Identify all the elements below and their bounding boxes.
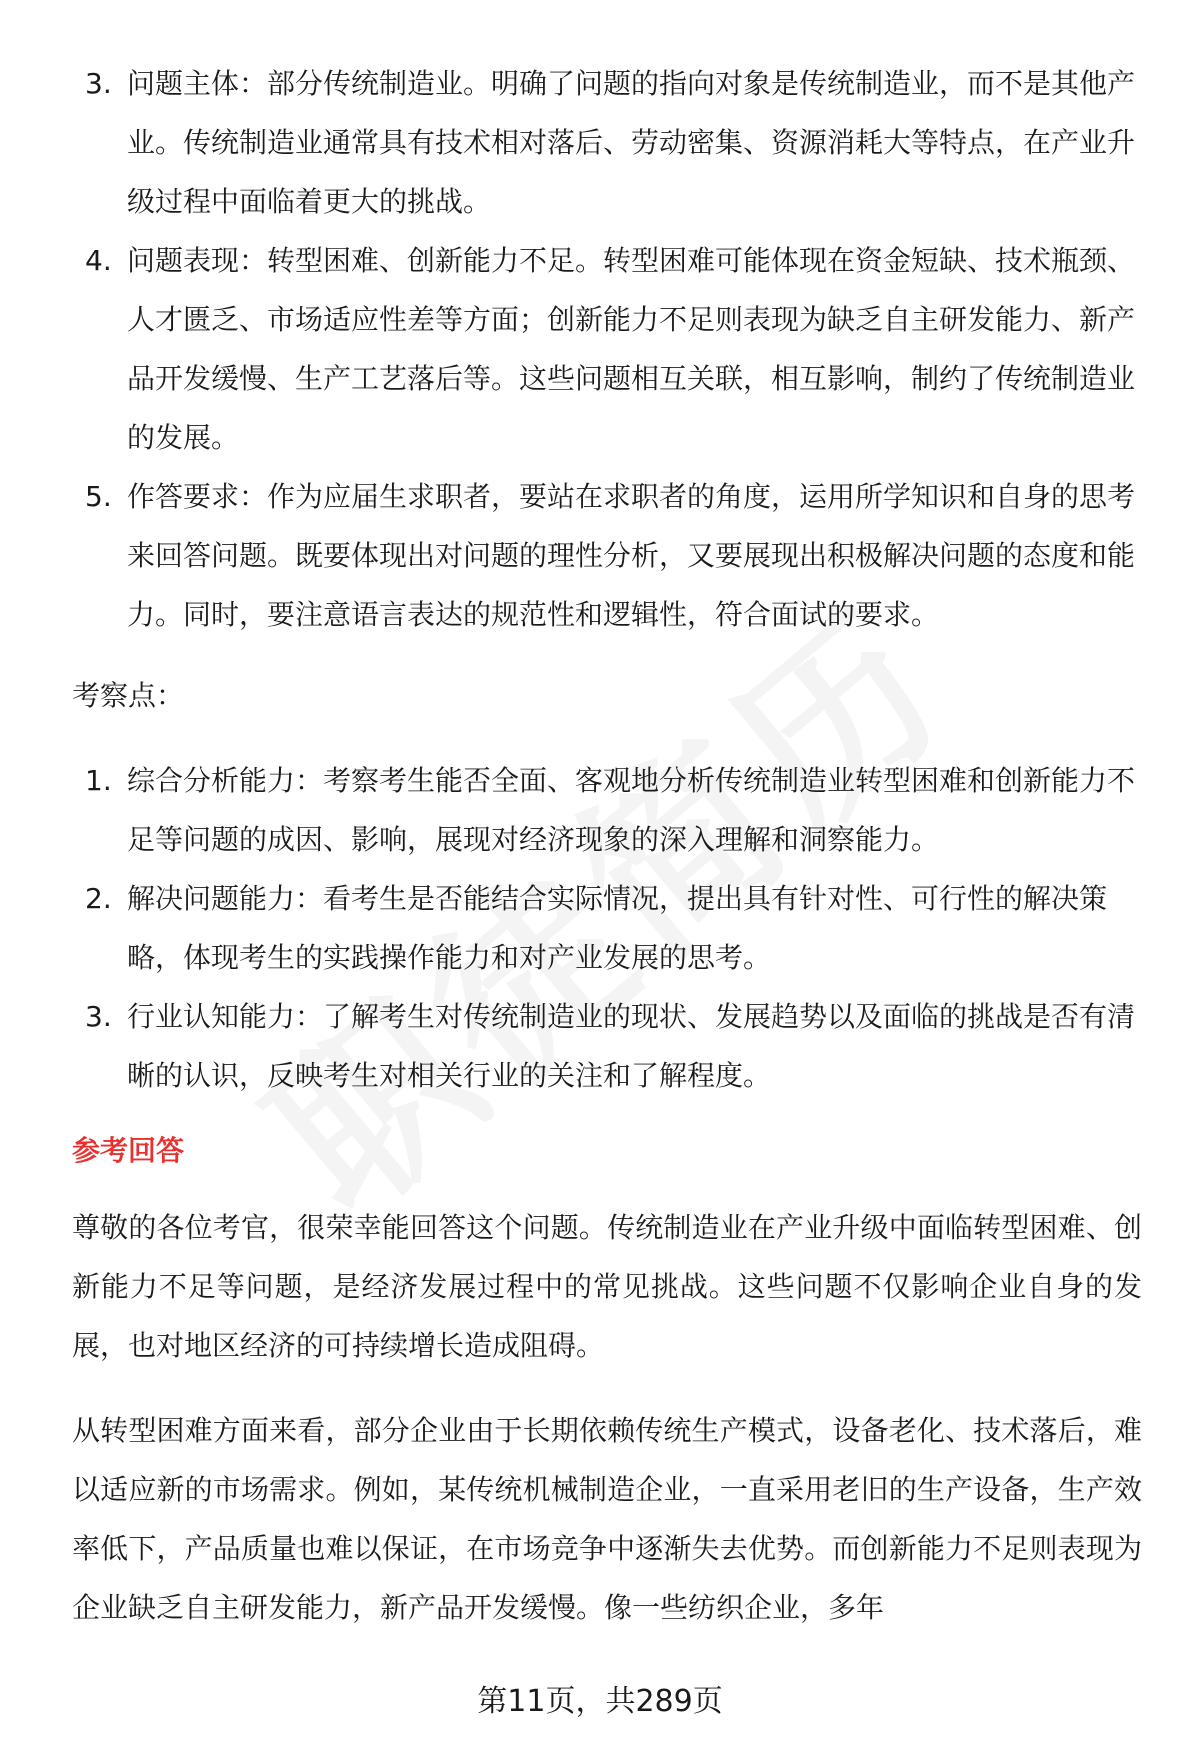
list-number: 2. [85, 882, 112, 915]
list-number: 5. [85, 480, 112, 513]
list-text: 作答要求：作为应届生求职者，要站在求职者的角度，运用所学知识和自身的思考来回答问题。既要体现出对问题的理性分析，又要展现出积极解决问题的态度和能力。同时，要注意语言表达的规范性和逻辑性，符合面试的要求。 [127, 480, 1136, 631]
answer-paragraph: 尊敬的各位考官，很荣幸能回答这个问题。传统制造业在产业升级中面临转型困难、创新能力不足等问题，是经济发展过程中的常见挑战。这些问题不仅影响企业自身的发展，也对地区经济的可持续增长造成阻碍。 [72, 1211, 1142, 1362]
list-text: 综合分析能力：考察考生能否全面、客观地分析传统制造业转型困难和创新能力不足等问题的成因、影响，展现对经济现象的深入理解和洞察能力。 [127, 764, 1136, 856]
analysis-list [72, 54, 1142, 644]
list-text: 行业认知能力：了解考生对传统制造业的现状、发展趋势以及面临的挑战是否有清晰的认识，反映考生对相关行业的关注和了解程度。 [127, 1000, 1136, 1092]
list-item [72, 869, 1142, 987]
list-item [72, 987, 1142, 1105]
reference-answer-heading: 参考回答 [72, 1134, 185, 1167]
list-number: 1. [85, 764, 112, 797]
list-text: 问题主体：部分传统制造业。明确了问题的指向对象是传统制造业，而不是其他产业。传统制造业通常具有技术相对落后、劳动密集、资源消耗大等特点，在产业升级过程中面临着更大的挑战。 [127, 67, 1136, 218]
list-item [72, 467, 1142, 644]
section-heading-kaochadian: 考察点： [72, 679, 185, 712]
list-number: 3. [85, 1000, 112, 1033]
page-content [72, 54, 1142, 1663]
list-text: 解决问题能力：看考生是否能结合实际情况，提出具有针对性、可行性的解决策略，体现考生的实践操作能力和对产业发展的思考。 [127, 882, 1108, 974]
list-number: 3. [85, 67, 112, 100]
assessment-points-list [72, 751, 1142, 1105]
list-item [72, 54, 1142, 231]
answer-paragraph: 从转型困难方面来看，部分企业由于长期依赖传统生产模式，设备老化、技术落后，难以适应新的市场需求。例如，某传统机械制造企业，一直采用老旧的生产设备，生产效率低下，产品质量也难以保证，在市场竞争中逐渐失去优势。而创新能力不足则表现为企业缺乏自主研发能力，新产品开发缓慢。像一些纺织企业，多年 [72, 1414, 1142, 1624]
page-footer: 第11页，共289页 [477, 1684, 723, 1719]
list-number: 4. [85, 244, 112, 277]
list-item [72, 751, 1142, 869]
list-item [72, 231, 1142, 467]
list-text: 问题表现：转型困难、创新能力不足。转型困难可能体现在资金短缺、技术瓶颈、人才匮乏、市场适应性差等方面；创新能力不足则表现为缺乏自主研发能力、新产品开发缓慢、生产工艺落后等。这些问题相互关联，相互影响，制约了传统制造业的发展。 [127, 244, 1136, 454]
